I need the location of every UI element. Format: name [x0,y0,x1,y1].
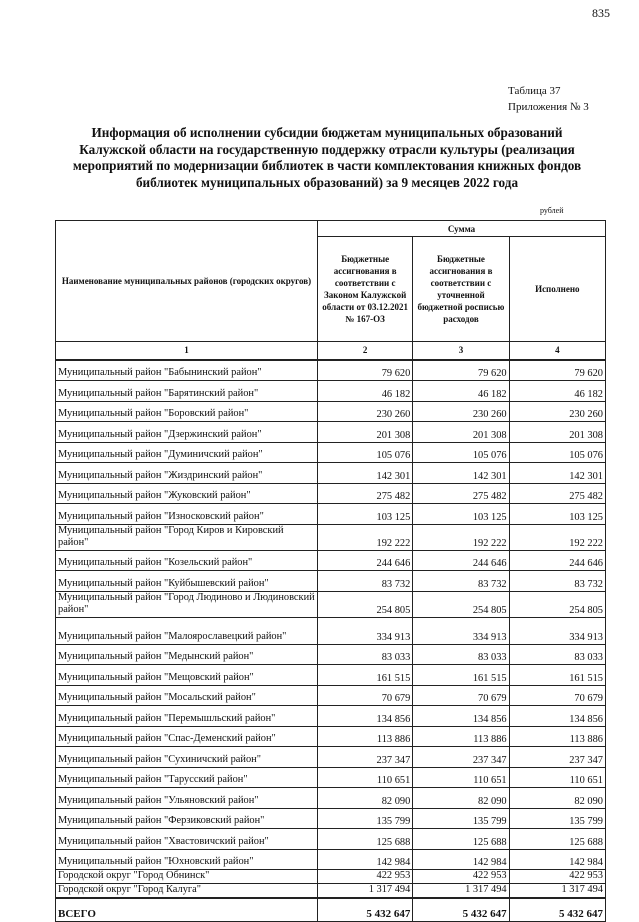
executed-value: 275 482 [509,483,605,504]
district-name: Муниципальный район "Тарусский район" [56,767,318,788]
table-row [56,884,606,899]
law-allocation-value: 142 984 [318,849,413,870]
table-row [56,381,606,402]
table-row [56,706,606,727]
law-allocation-value: 422 953 [318,870,413,884]
district-name: Городской округ "Город Обнинск" [56,870,318,884]
refined-allocation-value: 334 913 [413,617,509,644]
district-name: Муниципальный район "Сухиничский район" [56,747,318,768]
table-row [56,870,606,884]
column-number: 4 [509,342,605,360]
district-name: Муниципальный район "Мещовский район" [56,665,318,686]
table-row [56,808,606,829]
refined-allocation-value: 142 301 [413,463,509,484]
total-row [56,898,606,922]
table-row [56,504,606,525]
executed-value: 161 515 [509,665,605,686]
table-row [56,747,606,768]
refined-allocation-value: 244 646 [413,550,509,571]
law-allocation-value: 82 090 [318,788,413,809]
district-name: Муниципальный район "Козельский район" [56,550,318,571]
law-allocation-value: 113 886 [318,726,413,747]
table-row [56,550,606,571]
district-name: Муниципальный район "Спас-Деменский район" [56,726,318,747]
district-name: Муниципальный район "Медынский район" [56,644,318,665]
executed-value: 1 317 494 [509,884,605,899]
law-allocation-value: 105 076 [318,442,413,463]
header-refined-allocations: Бюджетные ассигнования в соответствии с уточненной бюджетной росписью расходов [413,237,509,342]
district-name: Муниципальный район "Город Киров и Кировский район" [56,524,318,550]
units-label: рублей [540,206,564,215]
refined-allocation-value: 161 515 [413,665,509,686]
total-executed: 5 432 647 [509,898,605,922]
district-name: Муниципальный район "Думиничский район" [56,442,318,463]
header-executed: Исполнено [509,237,605,342]
district-name: Муниципальный район "Перемышльский район" [56,706,318,727]
header-name: Наименование муниципальных районов (городских округов) [56,221,318,342]
header-law-allocations: Бюджетные ассигнования в соответствии с Законом Калужской области от 03.12.2021 № 167-ОЗ [318,237,413,342]
table-row [56,767,606,788]
refined-allocation-value: 1 317 494 [413,884,509,899]
executed-value: 237 347 [509,747,605,768]
table-row [56,422,606,443]
district-name: Муниципальный район "Хвастовичский район" [56,829,318,850]
table-row [56,829,606,850]
law-allocation-value: 135 799 [318,808,413,829]
executed-value: 82 090 [509,788,605,809]
district-name: Муниципальный район "Ульяновский район" [56,788,318,809]
executed-value: 79 620 [509,360,605,381]
law-allocation-value: 237 347 [318,747,413,768]
law-allocation-value: 110 651 [318,767,413,788]
column-number: 1 [56,342,318,360]
district-name: Муниципальный район "Бабынинский район" [56,360,318,381]
law-allocation-value: 244 646 [318,550,413,571]
law-allocation-value: 254 805 [318,591,413,617]
executed-value: 83 033 [509,644,605,665]
executed-value: 334 913 [509,617,605,644]
executed-value: 192 222 [509,524,605,550]
executed-value: 110 651 [509,767,605,788]
district-name: Муниципальный район "Мосальский район" [56,685,318,706]
refined-allocation-value: 46 182 [413,381,509,402]
appendix-label: Приложения № 3 [508,101,589,113]
district-name: Муниципальный район "Жиздринский район" [56,463,318,484]
refined-allocation-value: 135 799 [413,808,509,829]
table-row [56,726,606,747]
refined-allocation-value: 142 984 [413,849,509,870]
table-row [56,665,606,686]
refined-allocation-value: 83 033 [413,644,509,665]
executed-value: 113 886 [509,726,605,747]
refined-allocation-value: 79 620 [413,360,509,381]
table-row [56,463,606,484]
executed-value: 230 260 [509,401,605,422]
district-name: Муниципальный район "Малоярославецкий район" [56,617,318,644]
law-allocation-value: 46 182 [318,381,413,402]
refined-allocation-value: 103 125 [413,504,509,525]
executed-value: 103 125 [509,504,605,525]
law-allocation-value: 125 688 [318,829,413,850]
refined-allocation-value: 70 679 [413,685,509,706]
table-row [56,401,606,422]
column-number: 3 [413,342,509,360]
table-row [56,483,606,504]
law-allocation-value: 275 482 [318,483,413,504]
district-name: Муниципальный район "Износковский район" [56,504,318,525]
district-name: Муниципальный район "Барятинский район" [56,381,318,402]
executed-value: 201 308 [509,422,605,443]
district-name: Муниципальный район "Жуковский район" [56,483,318,504]
table-row [56,442,606,463]
column-number: 2 [318,342,413,360]
table-label: Таблица 37 [508,85,561,97]
refined-allocation-value: 105 076 [413,442,509,463]
district-name: Муниципальный район "Город Людиново и Людиновский район" [56,591,318,617]
document-title: Информация об исполнении субсидии бюджетам муниципальных образований Калужской области на государственную поддержку отрасли культуры (реализация мероприятий по модернизации библиотек в части комплектования книжных фондов библиотек муниципальных образований) за 9 месяцев 2022 года [72,125,582,190]
executed-value: 46 182 [509,381,605,402]
law-allocation-value: 79 620 [318,360,413,381]
refined-allocation-value: 237 347 [413,747,509,768]
subsidy-table [55,220,606,922]
table-row [56,360,606,381]
executed-value: 142 984 [509,849,605,870]
refined-allocation-value: 110 651 [413,767,509,788]
refined-allocation-value: 83 732 [413,571,509,592]
executed-value: 134 856 [509,706,605,727]
table-row [56,591,606,617]
total-law-allocation: 5 432 647 [318,898,413,922]
law-allocation-value: 134 856 [318,706,413,727]
executed-value: 83 732 [509,571,605,592]
district-name: Городской округ "Город Калуга" [56,884,318,899]
district-name: Муниципальный район "Дзержинский район" [56,422,318,443]
table-row [56,617,606,644]
district-name: Муниципальный район "Боровский район" [56,401,318,422]
total-refined-allocation: 5 432 647 [413,898,509,922]
law-allocation-value: 142 301 [318,463,413,484]
refined-allocation-value: 125 688 [413,829,509,850]
table-row [56,849,606,870]
district-name: Муниципальный район "Юхновский район" [56,849,318,870]
law-allocation-value: 70 679 [318,685,413,706]
executed-value: 70 679 [509,685,605,706]
refined-allocation-value: 113 886 [413,726,509,747]
total-label: ВСЕГО [56,898,318,922]
refined-allocation-value: 134 856 [413,706,509,727]
page-number: 835 [592,6,610,20]
table-row [56,571,606,592]
executed-value: 142 301 [509,463,605,484]
refined-allocation-value: 192 222 [413,524,509,550]
law-allocation-value: 103 125 [318,504,413,525]
refined-allocation-value: 422 953 [413,870,509,884]
refined-allocation-value: 82 090 [413,788,509,809]
law-allocation-value: 83 732 [318,571,413,592]
table-row [56,644,606,665]
refined-allocation-value: 275 482 [413,483,509,504]
executed-value: 254 805 [509,591,605,617]
executed-value: 244 646 [509,550,605,571]
executed-value: 422 953 [509,870,605,884]
executed-value: 135 799 [509,808,605,829]
refined-allocation-value: 254 805 [413,591,509,617]
law-allocation-value: 1 317 494 [318,884,413,899]
header-sum: Сумма [318,221,606,237]
law-allocation-value: 83 033 [318,644,413,665]
law-allocation-value: 192 222 [318,524,413,550]
refined-allocation-value: 230 260 [413,401,509,422]
table-body [56,360,606,922]
executed-value: 105 076 [509,442,605,463]
law-allocation-value: 201 308 [318,422,413,443]
law-allocation-value: 334 913 [318,617,413,644]
district-name: Муниципальный район "Ферзиковский район" [56,808,318,829]
refined-allocation-value: 201 308 [413,422,509,443]
table-row [56,685,606,706]
table-row [56,788,606,809]
district-name: Муниципальный район "Куйбышевский район" [56,571,318,592]
table-row [56,524,606,550]
law-allocation-value: 230 260 [318,401,413,422]
executed-value: 125 688 [509,829,605,850]
law-allocation-value: 161 515 [318,665,413,686]
